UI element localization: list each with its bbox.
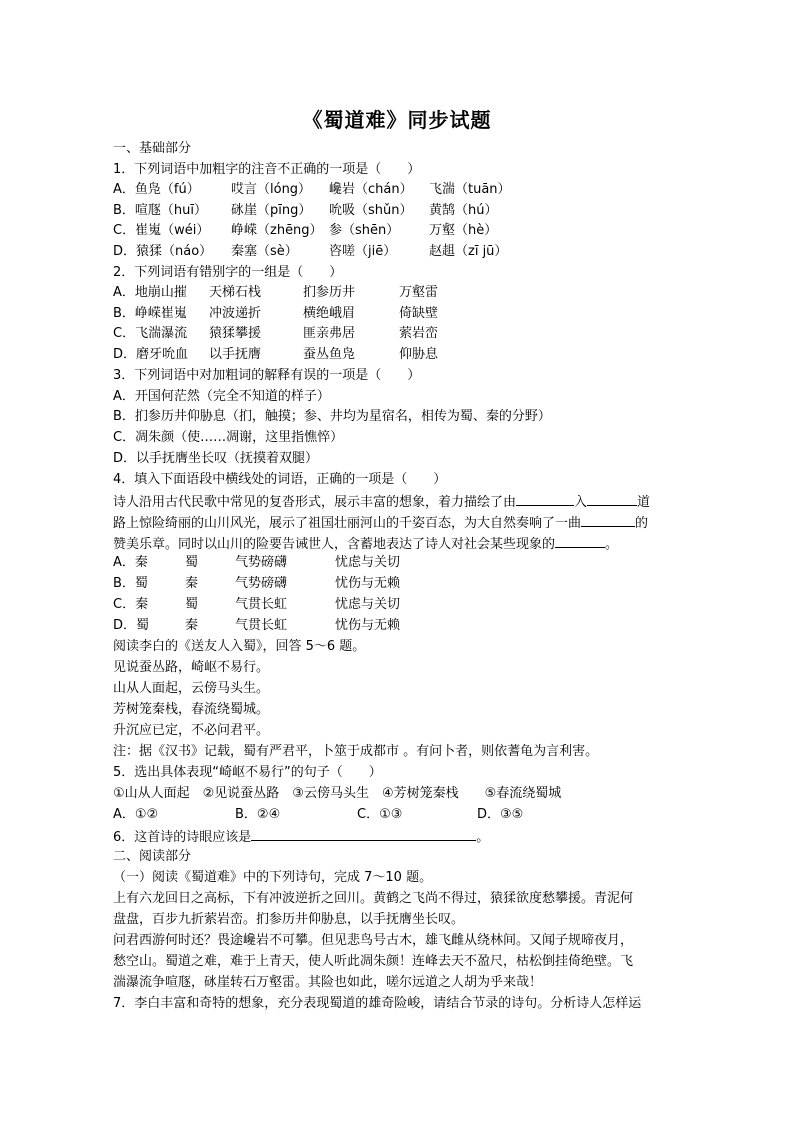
poem-note: 注：据《汉书》记载，蜀有严君平，卜筮于成都市 。有问卜者，则依蓍龟为言利害。 xyxy=(113,744,599,759)
option-text: 吮吸（shǔn） xyxy=(329,203,413,218)
option-text: 仰胁息 xyxy=(399,347,439,362)
paragraph-text: 路上惊险绮丽的山川风光，展示了祖国壮丽河山的千姿百态，为大自然奏响了一曲 xyxy=(113,516,582,531)
question-4-option-d xyxy=(113,617,684,635)
option-text: 忧虑与关切 xyxy=(335,555,401,570)
question-3-option-a: A．开国何茫然（完全不知道的样子） xyxy=(113,389,330,404)
option-text: 萦岩峦 xyxy=(399,326,439,341)
option-text: 忧伤与无赖 xyxy=(335,576,401,591)
option-text: 参（shēn） xyxy=(329,223,400,238)
question-1-option-a xyxy=(113,181,684,199)
option-text: 气贯长虹 xyxy=(235,618,288,633)
option-text: A．地崩山摧 xyxy=(113,285,187,300)
option-text: 冲波递折 xyxy=(209,306,262,321)
option-text: D．③⑤ xyxy=(477,807,524,822)
fill-blank xyxy=(555,534,605,548)
paragraph-text: 道 xyxy=(637,495,651,510)
passage-line: 愁空山。蜀道之难，难于上青天，使人听此凋朱颜！连峰去天不盈尺，枯松倒挂倚绝壁。飞 xyxy=(113,954,634,969)
question-5-items: ①山从人面起 ②见说蚕丛路 ③云傍马头生 ④芳树笼秦栈 ⑤春流绕蜀城 xyxy=(113,786,562,801)
question-1-option-b xyxy=(113,202,684,220)
option-text: C．崔嵬（wéi） xyxy=(113,223,210,238)
option-text: 万壑雷 xyxy=(399,285,439,300)
passage-line: 湍瀑流争喧豗，砯崖转石万壑雷。其险也如此，嗟尔远道之人胡为乎来哉！ xyxy=(113,975,543,990)
option-text: 以手抚膺 xyxy=(209,347,262,362)
question-6 xyxy=(113,827,684,847)
passage-line: 盘盘，百步九折萦岩峦。扪参历井仰胁息，以手抚膺坐长叹。 xyxy=(113,912,465,927)
question-3-option-b: B．扪参历井仰胁息（扪，触摸；参、井均为星宿名，相传为蜀、秦的分野） xyxy=(113,409,551,424)
passage-line: 上有六龙回日之高标，下有冲波逆折之回川。黄鹤之飞尚不得过，猿猱欲度愁攀援。青泥何 xyxy=(113,891,634,906)
poem-line: 见说蚕丛路，崎岖不易行。 xyxy=(113,660,270,675)
question-4-option-b xyxy=(113,575,684,593)
option-text: 气势磅礴 xyxy=(235,555,288,570)
question-6-end: 。 xyxy=(476,830,490,845)
poem-line: 山从人面起，云傍马头生。 xyxy=(113,681,270,696)
option-text: 飞湍（tuān） xyxy=(429,182,511,197)
option-text: 蚕丛鱼凫 xyxy=(303,347,356,362)
option-text: 峥嵘（zhēng） xyxy=(231,223,323,238)
question-4-option-a xyxy=(113,554,684,572)
option-text: 气势磅礴 xyxy=(235,576,288,591)
paragraph-text: 赞美乐章。同时以山川的险要告诫世人，含蓄地表达了诗人对社会某些现象的 xyxy=(113,537,556,552)
page-title: 《蜀道难》同步试题 xyxy=(302,108,492,132)
option-text: B．喧豗（huī） xyxy=(113,203,208,218)
option-text: 天梯石栈 xyxy=(209,285,262,300)
question-1-stem: 1．下列词语中加粗字的注音不正确的一项是（ ） xyxy=(113,162,421,177)
reading-intro: 阅读李白的《送友人入蜀》，回答 5～6 题。 xyxy=(113,639,366,654)
section-heading: 一、基础部分 xyxy=(113,141,192,156)
question-5-options xyxy=(113,806,684,824)
paragraph-text: 入 xyxy=(574,495,588,510)
option-text: 哎言（lóng） xyxy=(231,182,312,197)
option-text: C．①③ xyxy=(357,807,403,822)
option-text: 咨嗟（jiē） xyxy=(329,244,397,259)
question-1-option-d xyxy=(113,243,684,261)
question-2-stem: 2．下列词语有错别字的一组是（ ） xyxy=(113,265,343,280)
fill-blank xyxy=(587,492,637,506)
option-text: 倚缺壁 xyxy=(399,306,439,321)
option-text: 蜀 xyxy=(185,555,199,570)
option-text: D．磨牙吮血 xyxy=(113,347,189,362)
fill-blank xyxy=(516,492,574,506)
option-text: 蜀 xyxy=(185,597,199,612)
option-text: A．鱼凫（fú） xyxy=(113,182,200,197)
question-2-option-d xyxy=(113,346,684,364)
passage-intro: （一）阅读《蜀道难》中的下列诗句，完成 7～10 题。 xyxy=(113,870,433,885)
question-1-option-c xyxy=(113,222,684,240)
option-text: 忧虑与关切 xyxy=(335,597,401,612)
question-3-option-c: C．凋朱颜（使……凋谢，这里指憔悴） xyxy=(113,430,344,445)
option-text: 扪参历井 xyxy=(303,285,356,300)
option-text: 万壑（hè） xyxy=(429,223,498,238)
question-3-option-d: D．以手抚膺坐长叹（抚摸着双腿） xyxy=(113,451,319,466)
option-text: D．猿猱（náo） xyxy=(113,244,213,259)
question-6-stem: 6．这首诗的诗眼应该是 xyxy=(113,830,252,845)
option-text: B．峥嵘崔嵬 xyxy=(113,306,187,321)
fill-blank xyxy=(581,513,635,527)
question-7-stem: 7．李白丰富和奇特的想象，充分表现蜀道的雄奇险峻，请结合节录的诗句。分析诗人怎样运 xyxy=(113,996,642,1011)
option-text: B．蜀 xyxy=(113,576,148,591)
option-text: 忧伤与无赖 xyxy=(335,618,401,633)
option-text: A．①② xyxy=(113,807,159,822)
question-3-stem: 3．下列词语中对加粗词的解释有误的一项是（ ） xyxy=(113,368,421,383)
option-text: 气贯长虹 xyxy=(235,597,288,612)
paragraph-text: 诗人沿用古代民歌中常见的复沓形式，展示丰富的想象，着力描绘了由 xyxy=(113,495,517,510)
section-heading: 二、阅读部分 xyxy=(113,849,192,864)
question-5-stem: 5．选出具体表现“崎岖不易行”的句子（ ） xyxy=(113,765,382,780)
option-text: 巉岩（chán） xyxy=(329,182,413,197)
question-4-paragraph-line xyxy=(113,492,684,512)
fill-blank xyxy=(251,827,476,841)
option-text: A．秦 xyxy=(113,555,148,570)
question-2-option-c xyxy=(113,325,684,343)
question-2-option-b xyxy=(113,305,684,323)
option-text: C．飞湍瀑流 xyxy=(113,326,188,341)
paragraph-text: 的 xyxy=(635,516,649,531)
option-text: 砯崖（pīng） xyxy=(231,203,312,218)
paragraph-text: 。 xyxy=(605,537,619,552)
question-2-option-a xyxy=(113,284,684,302)
option-text: 横绝峨眉 xyxy=(303,306,356,321)
option-text: B．②④ xyxy=(235,807,281,822)
option-text: 秦 xyxy=(185,576,199,591)
option-text: 匪亲弗居 xyxy=(303,326,356,341)
question-4-paragraph-line xyxy=(113,534,684,554)
option-text: D．蜀 xyxy=(113,618,150,633)
option-text: 秦塞（sè） xyxy=(231,244,298,259)
question-4-paragraph-line xyxy=(113,513,684,533)
option-text: C．秦 xyxy=(113,597,149,612)
option-text: 赵趄（zī jū） xyxy=(429,244,508,259)
poem-line: 芳树笼秦栈，春流绕蜀城。 xyxy=(113,702,270,717)
passage-line: 问君西游何时还？畏途巉岩不可攀。但见悲鸟号古木，雄飞雌从绕林间。又闻子规啼夜月， xyxy=(113,933,634,948)
option-text: 秦 xyxy=(185,618,199,633)
option-text: 黄鹄（hú） xyxy=(429,203,498,218)
question-4-stem: 4．填入下面语段中横线处的词语，正确的一项是（ ） xyxy=(113,472,447,487)
poem-line: 升沉应已定，不必问君平。 xyxy=(113,723,270,738)
option-text: 猿猱攀援 xyxy=(209,326,262,341)
question-4-option-c xyxy=(113,596,684,614)
